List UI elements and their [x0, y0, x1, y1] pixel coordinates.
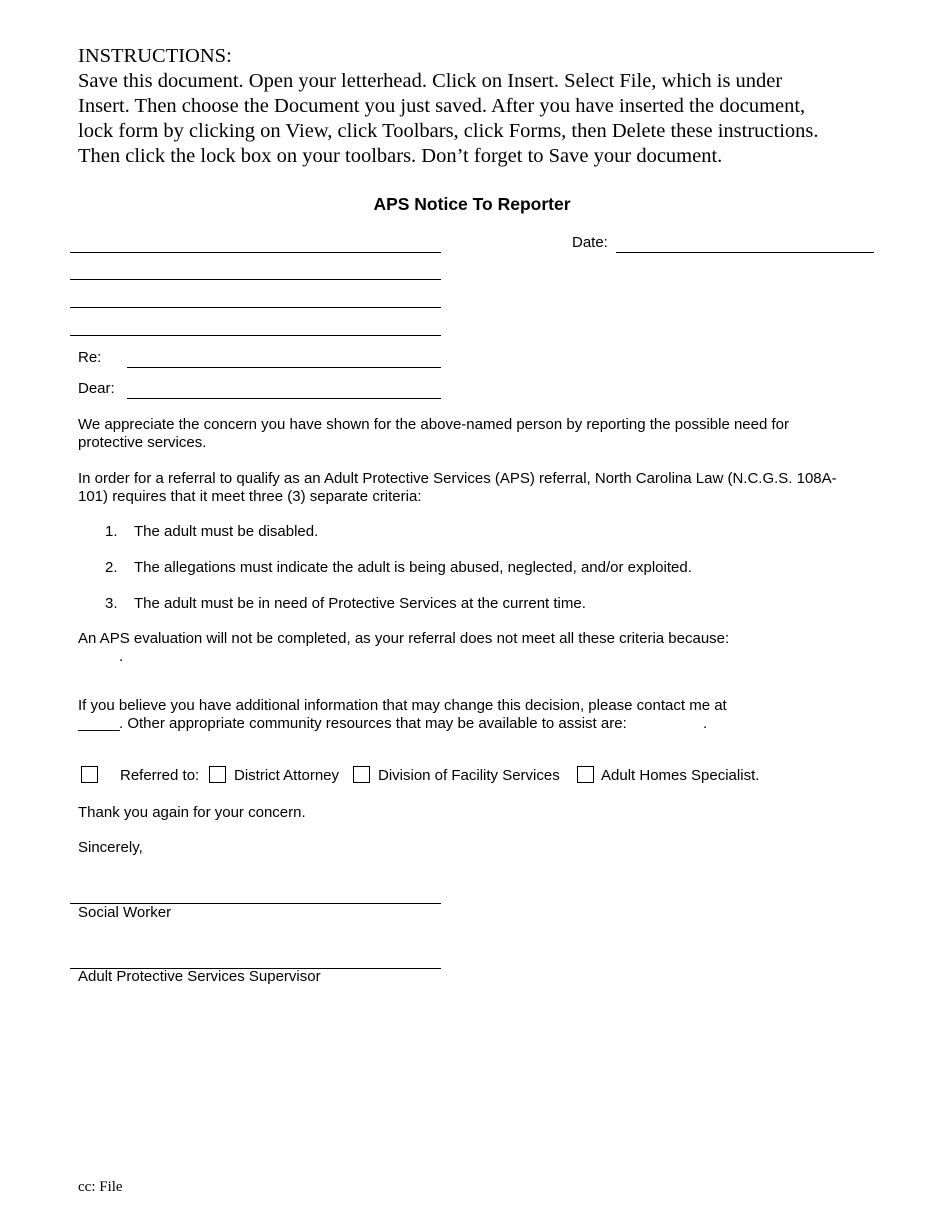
adult-homes-checkbox[interactable]: [577, 766, 594, 783]
address-line-2[interactable]: [70, 279, 441, 280]
dear-field[interactable]: [127, 398, 441, 399]
resources-field[interactable]: .: [703, 715, 708, 732]
criteria-number: 1.: [105, 523, 118, 540]
facility-services-label: Division of Facility Services: [378, 767, 560, 784]
thank-you-text: Thank you again for your concern.: [78, 804, 306, 821]
instructions-line: lock form by clicking on View, click Toolbars, click Forms, then Delete these instructions.: [78, 120, 819, 142]
instructions-line: Save this document. Open your letterhead. Click on Insert. Select File, which is under: [78, 70, 783, 92]
social-worker-label: Social Worker: [78, 904, 172, 921]
cc-line: cc: File: [78, 1179, 123, 1195]
date-field[interactable]: [616, 252, 874, 253]
supervisor-label: Adult Protective Services Supervisor: [78, 968, 321, 985]
criteria-item: The allegations must indicate the adult is being abused, neglected, and/or exploited.: [134, 559, 692, 576]
re-field[interactable]: [127, 367, 441, 368]
re-label: Re:: [78, 349, 102, 366]
criteria-item: The adult must be in need of Protective Services at the current time.: [134, 595, 586, 612]
referred-checkbox[interactable]: [81, 766, 98, 783]
contact-phone-field[interactable]: _____: [78, 715, 120, 732]
contact-statement: If you believe you have additional information that may change this decision, please contact me at: [78, 697, 727, 714]
instructions-line: Then click the lock box on your toolbars. Don’t forget to Save your document.: [78, 145, 723, 167]
address-line-4[interactable]: [70, 335, 441, 336]
criteria-intro-paragraph: In order for a referral to qualify as an Adult Protective Services (APS) referral, North Carolina Law (N.C.G.S. 108A-101) requires that it meet three (3) separate criteria:: [78, 470, 837, 505]
evaluation-statement: An APS evaluation will not be completed, as your referral does not meet all these criteria because:: [78, 630, 730, 647]
adult-homes-label: Adult Homes Specialist.: [601, 767, 760, 784]
district-attorney-label: District Attorney: [234, 767, 340, 784]
referred-to-label: Referred to:: [120, 767, 200, 784]
appreciation-paragraph: We appreciate the concern you have shown for the above-named person by reporting the possible need for protective services.: [78, 416, 789, 451]
instructions-block: [78, 44, 898, 169]
facility-services-checkbox[interactable]: [353, 766, 370, 783]
closing-text: Sincerely,: [78, 839, 143, 856]
criteria-number: 3.: [105, 595, 118, 612]
dear-label: Dear:: [78, 380, 115, 397]
address-line-1[interactable]: [70, 252, 441, 253]
criteria-number: 2.: [105, 559, 118, 576]
address-line-3[interactable]: [70, 307, 441, 308]
instructions-line: Insert. Then choose the Document you just saved. After you have inserted the document,: [78, 95, 806, 117]
resources-statement: . Other appropriate community resources that may be available to assist are:: [119, 715, 627, 732]
evaluation-reason-field[interactable]: .: [119, 648, 124, 665]
criteria-item: The adult must be disabled.: [134, 523, 319, 540]
instructions-heading: INSTRUCTIONS:: [78, 45, 232, 67]
district-attorney-checkbox[interactable]: [209, 766, 226, 783]
date-label: Date:: [572, 234, 608, 251]
document-title: APS Notice To Reporter: [373, 194, 571, 214]
